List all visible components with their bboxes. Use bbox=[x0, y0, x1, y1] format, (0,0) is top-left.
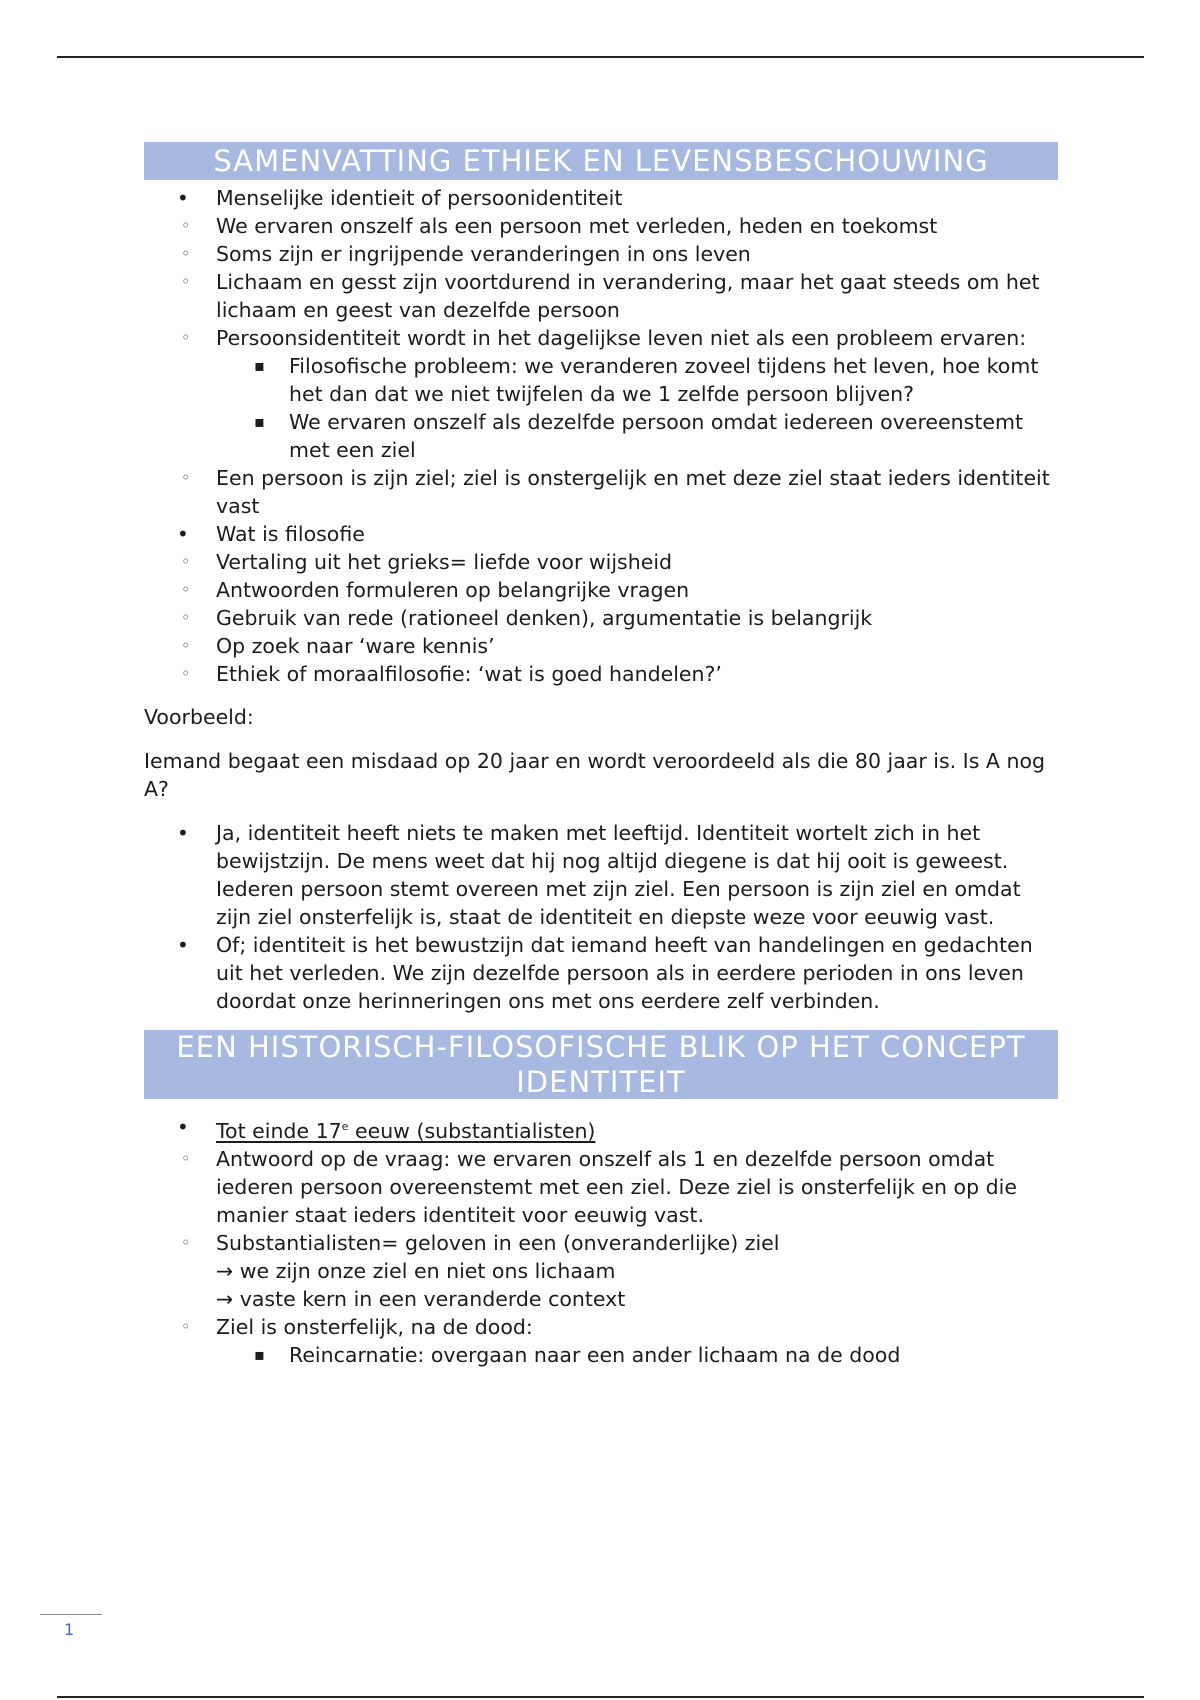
footer-rule bbox=[40, 1614, 102, 1615]
sub-list-item: ◦ Vertaling uit het grieks= liefde voor wijsheid bbox=[216, 548, 1058, 576]
sub-list-item: ◦ Ethiek of moraalfilosofie: ‘wat is goed handelen?’ bbox=[216, 660, 1058, 688]
arrow-line: → vaste kern in een veranderde context bbox=[216, 1286, 626, 1311]
list-item-text: Menselijke identieit of persoonidentiteit bbox=[216, 186, 623, 210]
sub-list-item: ◦ Soms zijn er ingrijpende veranderingen in ons leven bbox=[216, 240, 1058, 268]
document-body bbox=[144, 142, 1058, 1369]
example-question: Iemand begaat een misdaad op 20 jaar en wordt veroordeeld als die 80 jaar is. Is A nog A? bbox=[144, 749, 1046, 801]
sub-list bbox=[144, 1145, 1058, 1369]
header-rule bbox=[57, 56, 1144, 58]
footer-page-rule bbox=[57, 1696, 1144, 1698]
list-item-text: Tot einde 17e eeuw (substantialisten) bbox=[216, 1118, 596, 1143]
sub-list-item: ◦ Antwoorden formuleren op belangrijke vragen bbox=[216, 576, 1058, 604]
sub-sub-list bbox=[216, 1341, 1058, 1369]
sub-sub-list-item: ▪ Reincarnatie: overgaan naar een ander lichaam na de dood bbox=[289, 1341, 1058, 1369]
list-item: • Ja, identiteit heeft niets te maken met leeftijd. Identiteit wortelt zich in het bewijstzijn. De mens weet dat hij nog altijd diegene is dat hij ooit is geweest. Iederen persoon stemt overeen met zijn ziel. Een persoon is zijn ziel en omdat zijn ziel onsterfelijk is, staat de identiteit en diepste weze voor eeuwig vast. bbox=[144, 819, 1058, 931]
sub-list-item: ◦ Lichaam en gesst zijn voortdurend in verandering, maar het gaat steeds om het lichaam en geest van dezelfde persoon bbox=[216, 268, 1058, 324]
sub-list-item: ◦ Op zoek naar ‘ware kennis’ bbox=[216, 632, 1058, 660]
sub-sub-list-item: ▪ We ervaren onszelf als dezelfde persoon omdat iedereen overeenstemt met een ziel bbox=[289, 408, 1058, 464]
sub-sub-list-item: ▪ Filosofische probleem: we veranderen zoveel tijdens het leven, hoe komt het dan dat we niet twijfelen da we 1 zelfde persoon blijven? bbox=[289, 352, 1058, 408]
sub-list-item: ◦ Persoonsidentiteit wordt in het dagelijkse leven niet als een probleem ervaren: ▪ Filosofische probleem: we veranderen zoveel tijdens het leven, hoe komt het dan dat we niet twijfelen da we 1 zelfde persoon blijven? ▪ We ervaren onszelf als dezelfde persoon omdat iedereen overeenstemt met een ziel bbox=[216, 324, 1058, 464]
sub-list-item: ◦ Gebruik van rede (rationeel denken), argumentatie is belangrijk bbox=[216, 604, 1058, 632]
sub-list-item: ◦ Ziel is onsterfelijk, na de dood: ▪ Reincarnatie: overgaan naar een ander lichaam na de dood bbox=[216, 1313, 1058, 1369]
example-label: Voorbeeld: bbox=[144, 705, 254, 729]
sub-list-item: ◦ Een persoon is zijn ziel; ziel is onstergelijk en met deze ziel staat ieders identiteit vast bbox=[216, 464, 1058, 520]
section-heading: EEN HISTORISCH-FILOSOFISCHE BLIK OP HET CONCEPT IDENTITEIT bbox=[144, 1030, 1058, 1099]
sub-sub-list bbox=[216, 352, 1058, 464]
list-item-text: Wat is filosofie bbox=[216, 522, 365, 546]
sub-list-item: ◦ Antwoord op de vraag: we ervaren onszelf als 1 en dezelfde persoon omdat iederen persoon overeenstemt met een ziel. Deze ziel is onsterfelijk en op die manier staat ieders identiteit voor eeuwig vast. bbox=[216, 1145, 1058, 1229]
answer-list bbox=[144, 819, 1058, 1015]
list-item bbox=[144, 520, 1058, 688]
list-item bbox=[144, 1113, 1058, 1369]
list-item: • Of; identiteit is het bewustzijn dat iemand heeft van handelingen en gedachten uit het verleden. We zijn dezelfde persoon als in eerdere perioden in ons leven doordat onze herinneringen ons met ons eerdere zelf verbinden. bbox=[144, 931, 1058, 1015]
arrow-line: → we zijn onze ziel en niet ons lichaam bbox=[216, 1258, 616, 1283]
list-item bbox=[144, 184, 1058, 520]
bullet-list bbox=[144, 1113, 1058, 1369]
bullet-list bbox=[144, 184, 1058, 688]
sub-list bbox=[144, 212, 1058, 520]
sub-list-item: ◦ Substantialisten= geloven in een (onveranderlijke) ziel → we zijn onze ziel en niet ons lichaam → vaste kern in een veranderde context bbox=[216, 1229, 1058, 1313]
sub-list-item: ◦ We ervaren onszelf als een persoon met verleden, heden en toekomst bbox=[216, 212, 1058, 240]
page-number: 1 bbox=[64, 1620, 75, 1639]
document-title: SAMENVATTING ETHIEK EN LEVENSBESCHOUWING bbox=[144, 142, 1058, 180]
sub-list bbox=[144, 548, 1058, 688]
